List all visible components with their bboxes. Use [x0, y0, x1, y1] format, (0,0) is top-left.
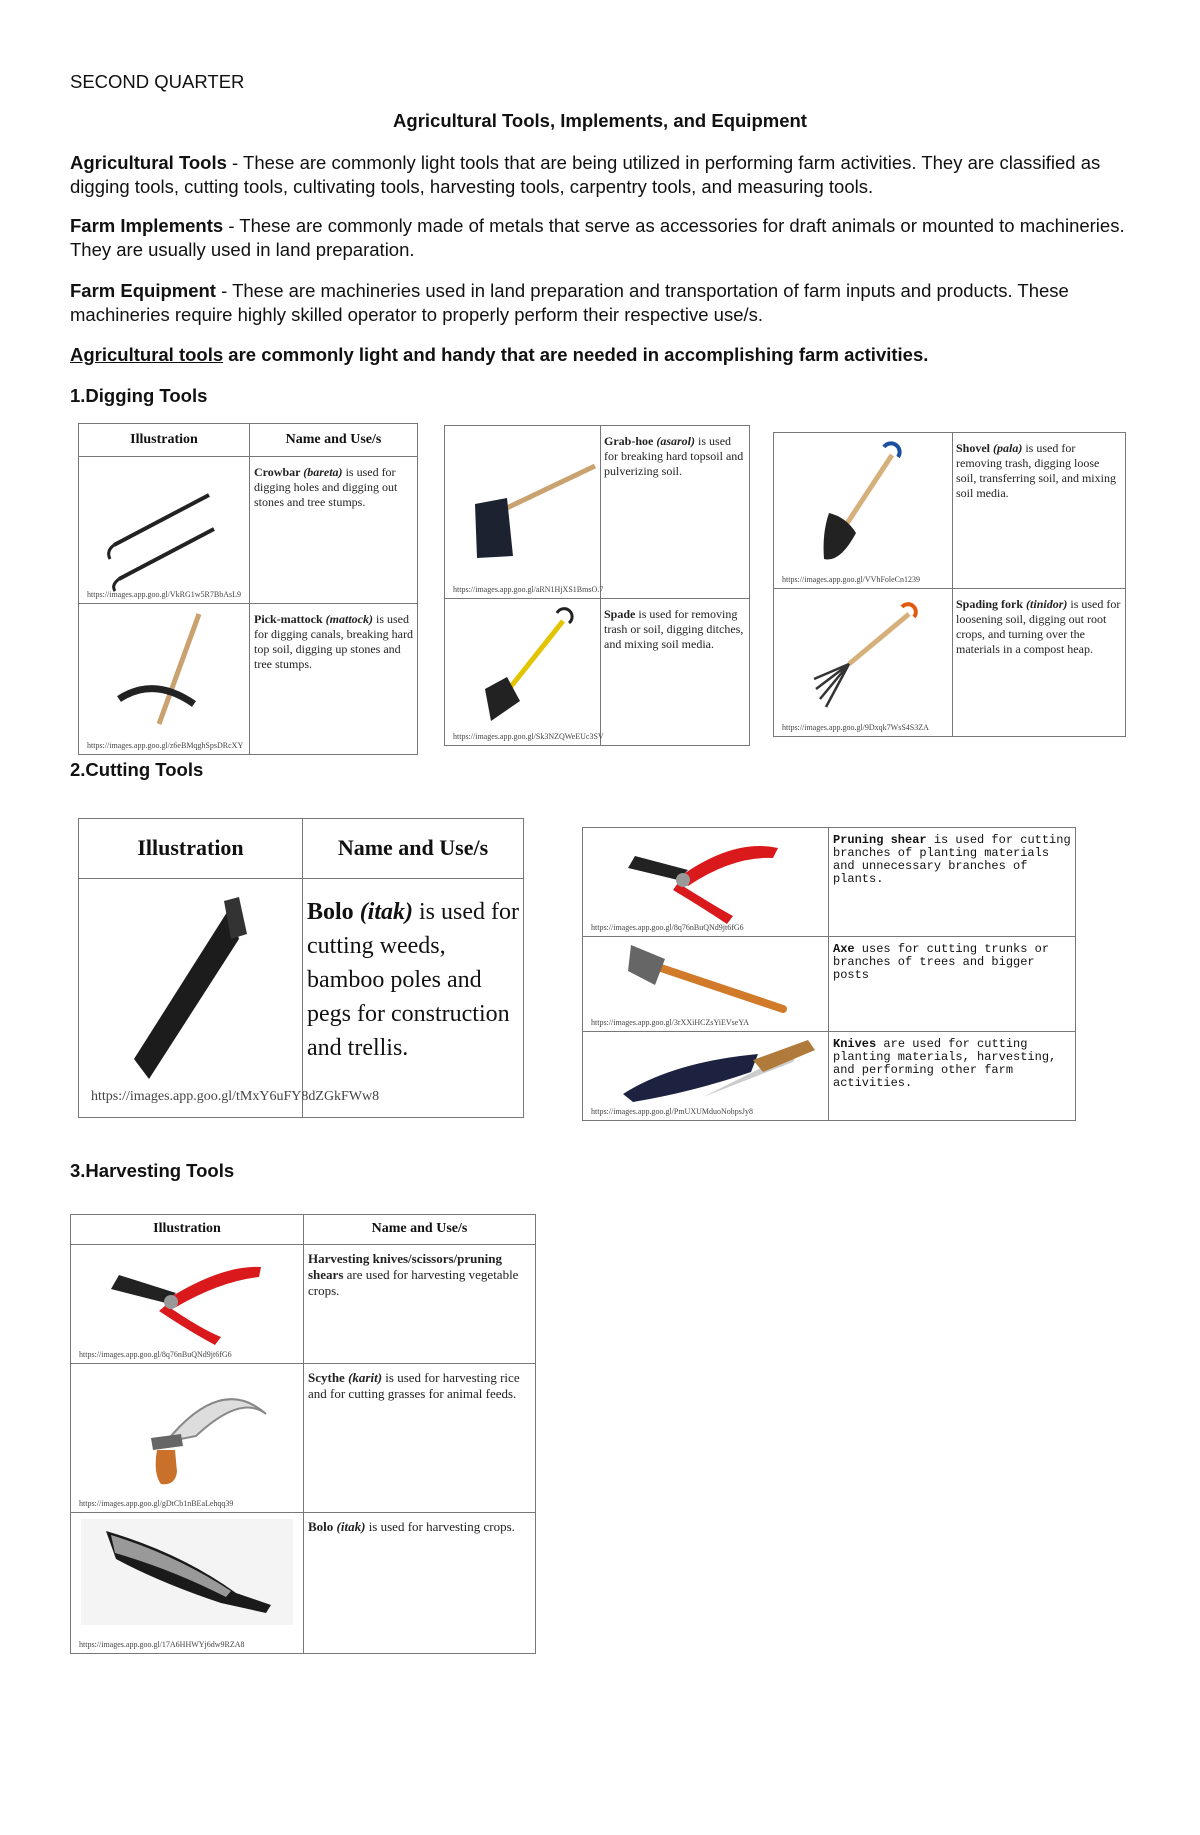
- page-title: Agricultural Tools, Implements, and Equipment: [393, 110, 807, 131]
- harvesting-table: [70, 1214, 536, 1654]
- section-cutting-heading: 2.Cutting Tools: [70, 759, 204, 780]
- summary-statement: Agricultural tools are commonly light and handy that are needed in accomplishing farm activities.: [70, 344, 929, 365]
- pickmattock-image: [79, 604, 249, 754]
- digging-table-2: [444, 425, 750, 746]
- bolo-image: [79, 879, 302, 1117]
- axe-illustration: [583, 937, 829, 1032]
- pruning-url: https://images.app.goo.gl/8q76nBuQNd9jt6fG6: [591, 923, 744, 932]
- harvest-bolo-image: [71, 1513, 303, 1653]
- definition-tools: Agricultural Tools - These are commonly light tools that are being utilized in performing farm activities. They are classified as digging tools, cutting tools, cultivating tools, harvesting tools, carpentry tools, and measuring tools.: [70, 152, 1101, 197]
- shovel-description: Shovel (pala) is used for removing trash, digging loose soil, transferring soil, and mixing soil media.: [953, 433, 1126, 589]
- illustration-header: Illustration: [71, 1215, 304, 1245]
- scythe-url: https://images.app.goo.gl/gDtCb1nBEaLehqq39: [79, 1499, 234, 1508]
- illustration-header: Illustration: [79, 819, 303, 879]
- harvest-bolo-description: Bolo (itak) is used for harvesting crops.: [304, 1513, 536, 1654]
- shovel-illustration: [774, 433, 953, 589]
- grabhoe-description: Grab-hoe (asarol) is used for breaking hard topsoil and pulverizing soil.: [601, 426, 750, 599]
- illustration-header: Illustration: [79, 424, 250, 457]
- crowbar-url: https://images.app.goo.gl/VkRG1w5R7BbAsL9: [87, 590, 241, 599]
- pickmattock-url: https://images.app.goo.gl/z6eBMqghSpsDRcXY: [87, 741, 244, 750]
- bolo-description: Bolo (itak) is used for cutting weeds, bamboo poles and pegs for construction and trellis.: [303, 879, 524, 1118]
- spade-url: https://images.app.goo.gl/Sk3NZQWeEUc3SV: [453, 732, 604, 741]
- axe-description: Axe uses for cutting trunks or branches of trees and bigger posts: [829, 937, 1076, 1032]
- grabhoe-illustration: [445, 426, 604, 599]
- spade-illustration: [445, 599, 604, 746]
- harvesting-knives-description: Harvesting knives/scissors/pruning shears are used for harvesting vegetable crops.: [304, 1245, 536, 1364]
- definition-implements: Farm Implements - These are commonly made of metals that serve as accessories for draft animals or mounted to machineries. They are usually used in land preparation.: [70, 215, 1125, 260]
- axe-image: [583, 937, 828, 1031]
- definition-equipment: Farm Equipment - These are machineries used in land preparation and transportation of farm inputs and products. These machineries require highly skilled operator to properly perform their respective use/s.: [70, 280, 1069, 325]
- bolo-url: https://images.app.goo.gl/tMxY6uFY8dZGkFWw8: [91, 1089, 380, 1104]
- knives-illustration: [583, 1032, 829, 1121]
- digging-table-3: [773, 432, 1126, 737]
- cutting-table-2: [582, 827, 1076, 1121]
- cutting-table-bolo: [78, 818, 524, 1118]
- fork-description: Spading fork (tinidor) is used for loosening soil, digging out root crops, and turning over the materials in a compost heap.: [953, 589, 1126, 737]
- shovel-image: [774, 433, 952, 588]
- grabhoe-image: [445, 426, 600, 598]
- scythe-illustration: [71, 1364, 304, 1513]
- digging-table-1: [78, 423, 418, 755]
- pruning-shear-image: [583, 828, 828, 936]
- fork-url: https://images.app.goo.gl/9Dxqk7WsS4S3ZA: [782, 723, 929, 732]
- scythe-image: [71, 1364, 303, 1512]
- section-harvesting-heading: 3.Harvesting Tools: [70, 1160, 235, 1181]
- crowbar-illustration: [79, 457, 250, 604]
- scythe-description: Scythe (karit) is used for harvesting rice and for cutting grasses for animal feeds.: [304, 1364, 536, 1513]
- crowbar-image: [79, 457, 249, 603]
- fork-image: [774, 589, 952, 736]
- shovel-url: https://images.app.goo.gl/VVhFoleCn1239: [782, 575, 920, 584]
- knives-url: https://images.app.goo.gl/PmUXUMduoNohpsJy8: [591, 1107, 754, 1116]
- pruning-illustration: [583, 828, 829, 937]
- name-use-header: Name and Use/s: [304, 1215, 536, 1245]
- crowbar-description: Crowbar (bareta) is used for digging holes and digging out stones and tree stumps.: [250, 457, 418, 604]
- harvesting-knives-url: https://images.app.goo.gl/8q76nBuQNd9jt6fG6: [79, 1350, 232, 1359]
- spade-image: [445, 599, 600, 745]
- name-use-header: Name and Use/s: [303, 819, 524, 879]
- grabhoe-url: https://images.app.goo.gl/aRN1HjXS1BmsO.7: [453, 585, 604, 594]
- bolo-illustration: [79, 879, 380, 1118]
- pickmattock-illustration: [79, 604, 250, 755]
- fork-illustration: [774, 589, 953, 737]
- harvesting-knives-illustration: [71, 1245, 304, 1364]
- pruning-description: Pruning shear is used for cutting branches of planting materials and unnecessary branches of plants.: [829, 828, 1076, 937]
- quarter-label: SECOND QUARTER: [70, 71, 245, 92]
- harvest-bolo-illustration: [71, 1513, 304, 1654]
- name-use-header: Name and Use/s: [250, 424, 418, 457]
- pickmattock-description: Pick-mattock (mattock) is used for digging canals, breaking hard top soil, digging up stones and tree stumps.: [250, 604, 418, 755]
- section-digging-heading: 1.Digging Tools: [70, 385, 208, 406]
- axe-url: https://images.app.goo.gl/3rXXiHCZsYiEVseYA: [591, 1018, 749, 1027]
- harvest-bolo-url: https://images.app.goo.gl/17A6HHWYj6dw9RZA8: [79, 1640, 245, 1649]
- spade-description: Spade is used for removing trash or soil, digging ditches, and mixing soil media.: [601, 599, 750, 746]
- harvesting-shear-image: [71, 1245, 303, 1363]
- knives-description: Knives are used for cutting planting materials, harvesting, and performing other farm activities.: [829, 1032, 1076, 1121]
